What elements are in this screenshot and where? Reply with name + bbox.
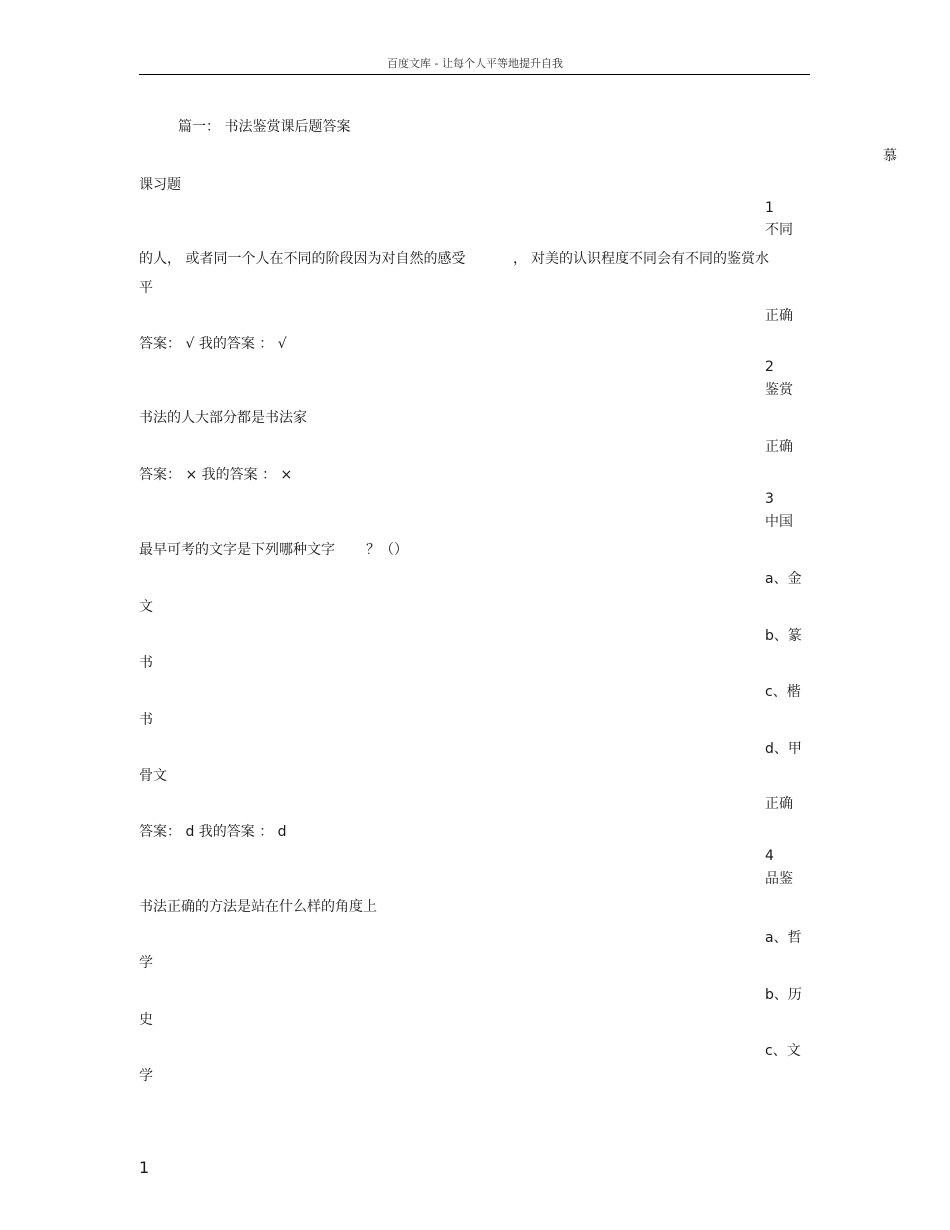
q1-lead: 不同 <box>765 222 793 238</box>
q4-lead: 品鉴 <box>765 871 793 887</box>
q4-option-b-cont: 史 <box>139 1012 153 1028</box>
q1-comma: ， <box>513 251 527 267</box>
q2-judge: 正确 <box>765 439 793 455</box>
q2-text: 书法的人大部分都是书法家 <box>139 410 307 426</box>
q4-text: 书法正确的方法是站在什么样的角度上 <box>139 899 377 915</box>
header-rule <box>139 74 810 75</box>
q1-text-line1: 的人， 或者同一个人在不同的阶段因为对自然的感受 <box>139 251 466 267</box>
side-character: 慕 <box>883 148 897 164</box>
q1-text-line2: 平 <box>139 280 153 296</box>
q3-lead: 中国 <box>765 514 793 530</box>
q3-option-a-label: a、金 <box>765 571 802 587</box>
q2-answer: 答案： × 我的答案 ： × <box>139 467 293 483</box>
q2-number: 2 <box>765 359 774 375</box>
q4-option-c-cont: 学 <box>139 1068 153 1084</box>
page-number: 1 <box>139 1158 150 1177</box>
q3-suffix: ？（） <box>366 542 408 558</box>
q3-option-d-cont: 骨文 <box>139 768 167 784</box>
q1-answer: 答案： √ 我的答案 ： √ <box>139 336 287 352</box>
q4-number: 4 <box>765 848 774 864</box>
q1-text-line1b: 对美的认识程度不同会有不同的鉴赏水 <box>531 251 769 267</box>
q3-option-b-label: b、篆 <box>765 628 802 644</box>
q4-option-a-label: a、哲 <box>765 930 802 946</box>
q1-judge: 正确 <box>765 308 793 324</box>
document-title: 篇一： 书法鉴赏课后题答案 <box>178 119 351 135</box>
q3-option-c-label: c、楷 <box>765 684 801 700</box>
q3-answer: 答案： d 我的答案 ： d <box>139 824 287 840</box>
q4-option-a-cont: 学 <box>139 955 153 971</box>
q4-option-b-label: b、历 <box>765 987 802 1003</box>
q1-number: 1 <box>765 200 774 216</box>
q3-number: 3 <box>765 491 774 507</box>
q3-option-a-cont: 文 <box>139 599 153 615</box>
q4-option-c-label: c、文 <box>765 1043 801 1059</box>
q3-option-c-cont: 书 <box>139 712 153 728</box>
q3-option-b-cont: 书 <box>139 655 153 671</box>
q3-text: 最早可考的文字是下列哪种文字 <box>139 542 335 558</box>
page-header: 百度文库 - 让每个人平等地提升自我 <box>387 57 563 70</box>
q3-option-d-label: d、甲 <box>765 741 802 757</box>
q2-lead: 鉴赏 <box>765 382 793 398</box>
section-heading: 课习题 <box>139 177 181 193</box>
q3-judge: 正确 <box>765 796 793 812</box>
